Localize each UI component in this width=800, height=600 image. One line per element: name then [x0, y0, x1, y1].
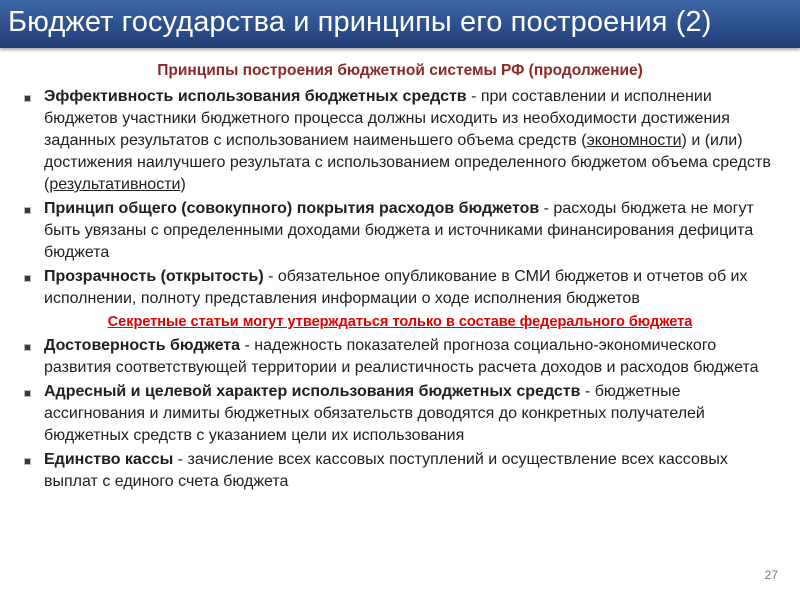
principle-text: - бюджетные ассигнования и лимиты бюджетных обязательств доводятся до конкретных получателей бюджетных средств с указанием цели их использования — [44, 383, 705, 444]
principle-text: - зачисление всех кассовых поступлений и осуществление всех кассовых выплат с единого счета бюджета — [44, 451, 728, 490]
principle-text: - расходы бюджета не могут быть увязаны с определенными доходами бюджета и источниками финансирования дефицита бюджета — [44, 200, 754, 261]
slide-title: Бюджет государства и принципы его построения (2) — [8, 6, 712, 38]
principle-title: Принцип общего (совокупного) покрытия расходов бюджетов — [44, 200, 540, 217]
slide-subtitle: Принципы построения бюджетной системы РФ (продолжение) — [157, 62, 643, 79]
principle-text: - обязательное опубликование в СМИ бюджетов и отчетов об их исполнении, полноту представления информации о ходе исполнения бюджетов — [44, 268, 748, 307]
bullet-icon — [24, 207, 31, 214]
principle-cash-unity — [20, 449, 780, 493]
principle-title: Эффективность использования бюджетных средств — [44, 88, 467, 105]
principles-list — [20, 86, 780, 493]
secret-articles-note: Секретные статьи могут утверждаться только в составе федерального бюджета — [107, 314, 693, 330]
principle-title: Единство кассы — [44, 451, 174, 468]
bullet-icon — [24, 95, 31, 102]
bullet-icon — [24, 458, 31, 465]
principle-targeted-use — [20, 381, 780, 447]
principle-text: ) и (или) достижения наилучшего результата с использованием определенного бюджетом объема средств ( — [44, 132, 771, 193]
bullet-icon — [24, 390, 31, 397]
principle-text: - надежность показателей прогноза социально-экономического развития соответствующей территории и реалистичность расчета доходов и расходов бюджета — [44, 337, 759, 376]
principle-text: - при составлении и исполнении бюджетов участники бюджетного процесса должны исходить из необходимости достижения заданных результатов с использованием наименьшего объема средств ( — [44, 88, 730, 149]
principle-title: Прозрачность (открытость) — [44, 268, 264, 285]
principle-text: ) — [180, 176, 186, 193]
effectiveness-term: результативности — [49, 176, 181, 193]
principle-reliability — [20, 335, 780, 379]
bullet-icon — [24, 275, 31, 282]
principle-total-coverage — [20, 198, 780, 264]
principle-transparency — [20, 266, 780, 310]
principle-title: Адресный и целевой характер использования бюджетных средств — [44, 383, 581, 400]
economy-term: экономности — [586, 132, 682, 149]
principle-title: Достоверность бюджета — [44, 337, 241, 354]
title-bar — [0, 0, 800, 48]
principle-efficiency — [20, 86, 780, 196]
bullet-icon — [24, 344, 31, 351]
page-number: 27 — [764, 568, 778, 582]
